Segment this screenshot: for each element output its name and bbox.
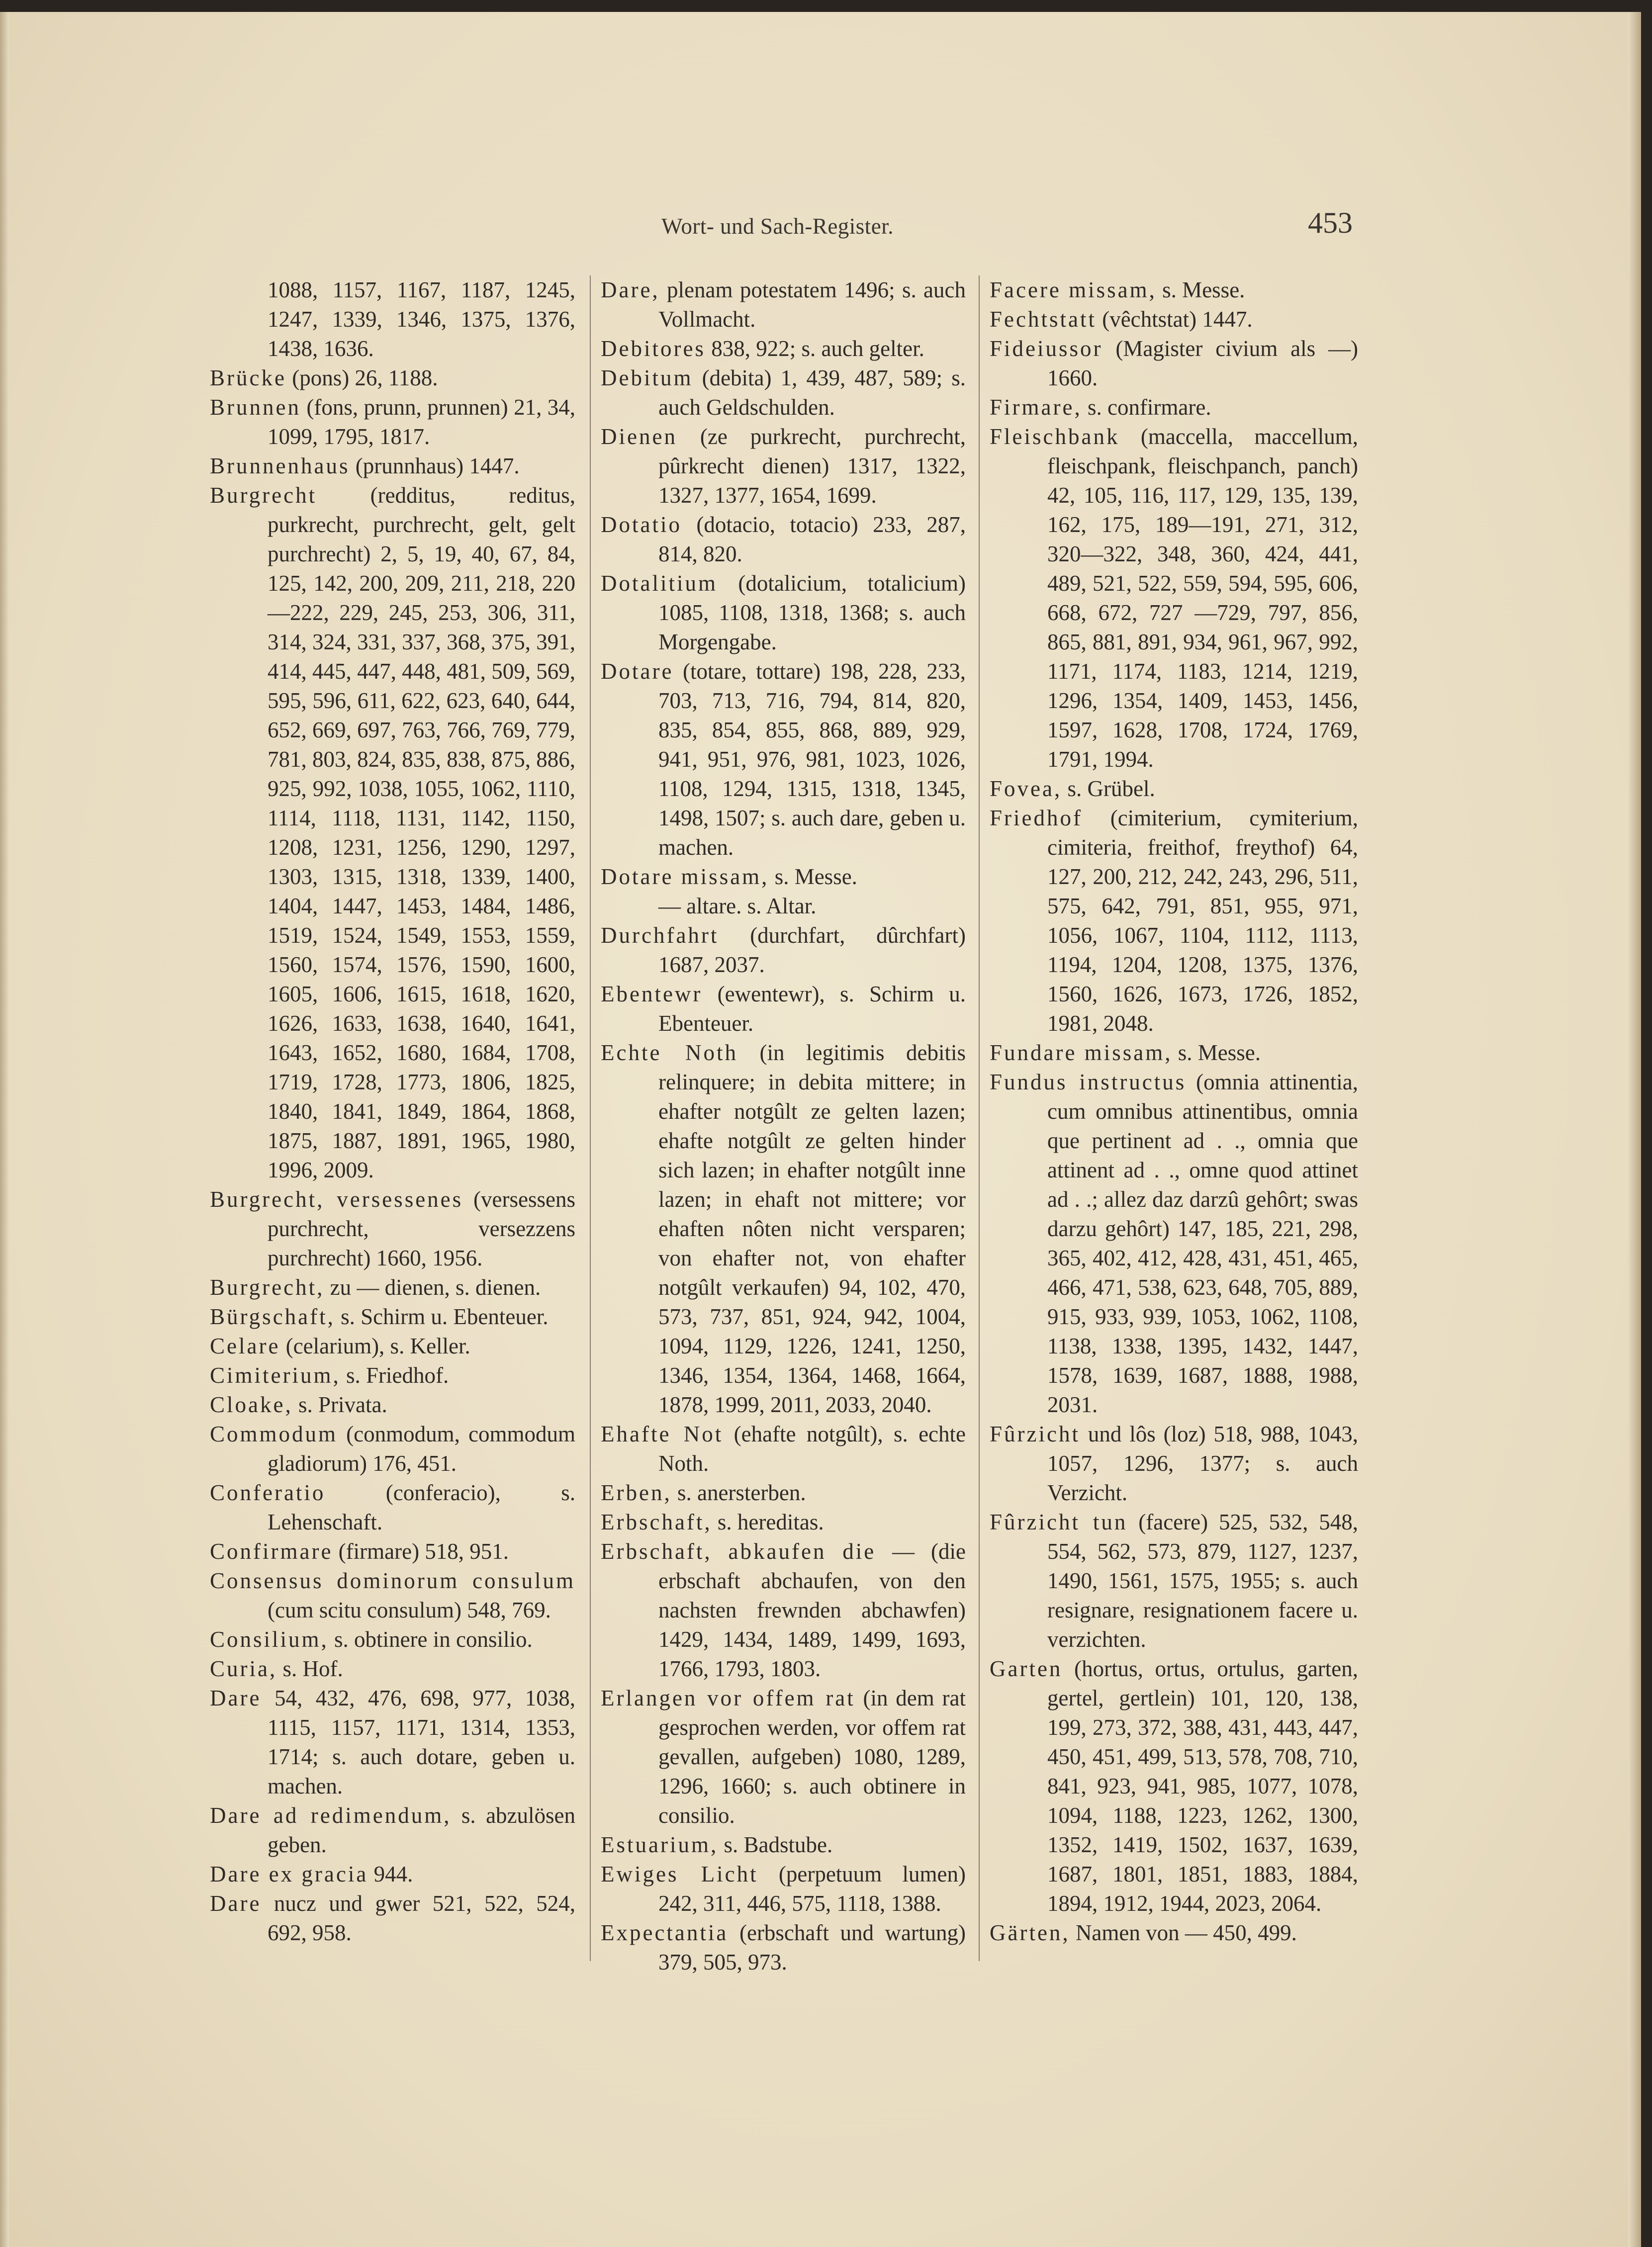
entry-references: (ehafte notgûlt), s. echte Noth. bbox=[658, 1422, 966, 1476]
entry-headword: Consensus dominorum consulum bbox=[210, 1568, 575, 1593]
entry-headword: Fovea, bbox=[990, 776, 1062, 801]
entry-headword: Fundus instructus bbox=[990, 1070, 1187, 1094]
entry-headword: Cimiterium, bbox=[210, 1363, 341, 1388]
index-entry bbox=[601, 1420, 966, 1478]
entry-headword: Erben, bbox=[601, 1480, 672, 1505]
index-entry bbox=[601, 334, 966, 363]
entry-references: (debita) 1, 439, 487, 589; s. auch Geldschulden. bbox=[658, 365, 966, 420]
index-entry bbox=[210, 1478, 575, 1537]
entry-references: s. obtinere in consilio. bbox=[328, 1627, 533, 1652]
entry-headword: Dare bbox=[210, 1891, 262, 1916]
entry-references: (in dem rat gesprochen werden, vor offem rat gevallen, aufgeben) 1080, 1289, 1296, 1660; s. auch obtinere in consilio. bbox=[658, 1686, 966, 1828]
entry-headword: Erlangen vor offem rat bbox=[601, 1686, 855, 1710]
index-entry bbox=[210, 1332, 575, 1361]
index-entry bbox=[601, 1830, 966, 1860]
entry-headword: Fûrzicht tun bbox=[990, 1510, 1128, 1534]
entry-headword: Dare, bbox=[601, 277, 660, 302]
entry-references: s. Friedhof. bbox=[340, 1363, 449, 1388]
entry-headword: Fûrzicht bbox=[990, 1422, 1080, 1446]
book-page bbox=[0, 12, 1641, 2247]
entry-headword: Fundare missam, bbox=[990, 1040, 1173, 1065]
entry-headword: Commodum bbox=[210, 1422, 338, 1446]
index-entry bbox=[990, 1420, 1358, 1508]
entry-references: (cum scitu consulum) 548, 769. bbox=[268, 1598, 551, 1622]
index-entry bbox=[601, 275, 966, 334]
index-entry bbox=[210, 1273, 575, 1302]
index-entry bbox=[210, 1420, 575, 1478]
index-entry bbox=[990, 275, 1358, 305]
entry-references: — altare. s. Altar. bbox=[658, 894, 817, 918]
entry-references: zu — dienen, s. dienen. bbox=[324, 1275, 541, 1300]
index-entry bbox=[990, 1654, 1358, 1918]
entry-references: 838, 922; s. auch gelter. bbox=[705, 336, 924, 361]
entry-headword: Dienen bbox=[601, 424, 677, 449]
index-entry bbox=[210, 363, 575, 393]
entry-headword: Ewiges Licht bbox=[601, 1862, 758, 1887]
entry-headword: Burgrecht, versessenes bbox=[210, 1187, 463, 1212]
entry-references: (versessens purchrecht, versezzens purchrecht) 1660, 1956. bbox=[268, 1187, 575, 1270]
entry-references: nucz und gwer 521, 522, 524, 692, 958. bbox=[261, 1891, 575, 1945]
entry-headword: Burgrecht, bbox=[210, 1275, 325, 1300]
entry-references: (pons) 26, 1188. bbox=[286, 365, 438, 390]
index-entry bbox=[990, 1038, 1358, 1068]
entry-headword: Celare bbox=[210, 1334, 280, 1358]
entry-headword: Dare ad redimendum, bbox=[210, 1803, 452, 1828]
entry-references: (celarium), s. Keller. bbox=[280, 1334, 470, 1358]
index-entry bbox=[601, 980, 966, 1038]
entry-references: (prunnhaus) 1447. bbox=[350, 453, 520, 478]
index-entry bbox=[601, 1038, 966, 1420]
index-entry bbox=[210, 1684, 575, 1801]
entry-references: (vêchtstat) 1447. bbox=[1096, 307, 1253, 332]
index-entry bbox=[601, 1860, 966, 1918]
entry-headword: Brücke bbox=[210, 365, 286, 390]
index-entry bbox=[601, 657, 966, 862]
entry-references: (durchfart, dûrchfart) 1687, 2037. bbox=[658, 923, 966, 977]
entry-references: 54, 432, 476, 698, 977, 1038, 1115, 1157, 1171, 1314, 1353, 1714; s. auch dotare, geben u. machen. bbox=[261, 1686, 575, 1798]
entry-references: plenam potestatem 1496; s. auch Vollmacht. bbox=[658, 277, 966, 332]
entry-references: (die erbschaft abchaufen, von den nachsten frewnden abchawfen) 1429, 1434, 1489, 1499, 1693, 1766, 1793, 1803. bbox=[658, 1539, 966, 1681]
entry-references: (fons, prunn, prunnen) 21, 34, 1099, 1795, 1817. bbox=[268, 395, 575, 449]
index-entry bbox=[601, 1537, 966, 1684]
entry-headword: Bürgschaft, bbox=[210, 1304, 335, 1329]
entry-headword: Fechtstatt bbox=[990, 307, 1097, 332]
entry-references: 944. bbox=[368, 1862, 413, 1887]
index-column-3 bbox=[990, 275, 1358, 1948]
index-entry bbox=[601, 1918, 966, 1977]
index-entry bbox=[210, 1625, 575, 1654]
entry-references: s. Messe. bbox=[1172, 1040, 1261, 1065]
entry-headword: Erbschaft, abkaufen die — bbox=[601, 1539, 917, 1564]
entry-references: s. Messe. bbox=[769, 864, 857, 889]
entry-references: (conferacio), s. Lehenschaft. bbox=[268, 1480, 575, 1534]
page-number: 453 bbox=[1308, 206, 1353, 239]
index-entry bbox=[601, 862, 966, 892]
entry-headword: Brunnenhaus bbox=[210, 453, 350, 478]
entry-references: (redditus, reditus, purkrecht, purchrecht, gelt, gelt purchrecht) 2, 5, 19, 40, 67, 84, 125, 142, 200, 209, 211, 218, 220—222, 229, 245, 253, 306, 311, 314, 324, 331, 337, 368, 375, 391, 414, 445, 447, 448, 481, 509, 569, 595, 596, 611, 622, 623, 640, 644, 652, 669, 697, 763, 766, 769, 779, 781, 803, 824, 835, 838, 875, 886, 925, 992, 1038, 1055, 1062, 1110, 1114, 1118, 1131, 1142, 1150, 1208, 1231, 1256, 1290, 1297, 1303, 1315, 1318, 1339, 1400, 1404, 1447, 1453, 1484, 1486, 1519, 1524, 1549, 1553, 1559, 1560, 1574, 1576, 1590, 1600, 1605, 1606, 1615, 1618, 1620, 1626, 1633, 1638, 1640, 1641, 1643, 1652, 1680, 1684, 1708, 1719, 1728, 1773, 1806, 1825, 1840, 1841, 1849, 1864, 1868, 1875, 1887, 1891, 1965, 1980, 1996, 2009. bbox=[268, 483, 575, 1182]
index-entry bbox=[990, 422, 1358, 774]
entry-headword: Curia, bbox=[210, 1656, 277, 1681]
index-entry bbox=[990, 334, 1358, 393]
index-entry bbox=[210, 1566, 575, 1625]
entry-references: (dotalicium, totalicium) 1085, 1108, 1318, 1368; s. auch Morgengabe. bbox=[658, 571, 966, 654]
index-column-2 bbox=[601, 275, 966, 1977]
column-divider bbox=[590, 275, 591, 1961]
index-entry bbox=[990, 1508, 1358, 1654]
index-entry bbox=[210, 1860, 575, 1889]
entry-references: s. Hof. bbox=[277, 1656, 343, 1681]
index-entry bbox=[210, 275, 575, 363]
entry-references: s. abzulösen geben. bbox=[268, 1803, 576, 1857]
entry-references: (omnia attinentia, cum omnibus attinentibus, omnia que pertinent ad . ., omnia que attinent ad . ., omne quod attinet ad . .; allez daz darzû gehôrt; swas darzu gehôrt) 147, 185, 221, 298, 365, 402, 412, 428, 431, 451, 465, 466, 471, 538, 623, 648, 705, 889, 915, 933, 939, 1053, 1062, 1108, 1138, 1338, 1395, 1432, 1447, 1578, 1639, 1687, 1888, 1988, 2031. bbox=[1047, 1070, 1358, 1417]
entry-references: (erbschaft und wartung) 379, 505, 973. bbox=[658, 1920, 966, 1975]
index-entry bbox=[990, 305, 1358, 334]
index-entry bbox=[210, 451, 575, 481]
entry-headword: Conferatio bbox=[210, 1480, 326, 1505]
entry-headword: Brunnen bbox=[210, 395, 301, 420]
column-divider bbox=[979, 275, 980, 1961]
index-entry bbox=[210, 1361, 575, 1390]
entry-headword: Consilium, bbox=[210, 1627, 329, 1652]
entry-references: (dotacio, totacio) 233, 287, 814, 820. bbox=[658, 512, 966, 566]
entry-headword: Expectantia bbox=[601, 1920, 729, 1945]
entry-references: (maccella, maccellum, fleischpank, fleischpanch, panch) 42, 105, 116, 117, 129, 135, 139, 162, 175, 189—191, 271, 312, 320—322, 348, 360, 424, 441, 489, 521, 522, 559, 594, 595, 606, 668, 672, 727 —729, 797, 856, 865, 881, 891, 934, 961, 967, 992, 1171, 1174, 1183, 1214, 1219, 1296, 1354, 1409, 1453, 1456, 1597, 1628, 1708, 1724, 1769, 1791, 1994. bbox=[1047, 424, 1358, 772]
index-entry bbox=[990, 804, 1358, 1038]
index-entry bbox=[210, 1801, 575, 1860]
index-entry bbox=[601, 422, 966, 510]
entry-references: s. Messe. bbox=[1156, 277, 1245, 302]
index-entry bbox=[210, 1390, 575, 1420]
entry-headword: Dare ex gracia bbox=[210, 1862, 368, 1887]
entry-headword: Firmare, bbox=[990, 395, 1082, 420]
index-entry bbox=[210, 1537, 575, 1566]
entry-headword: Dotalitium bbox=[601, 571, 718, 596]
entry-headword: Gärten, bbox=[990, 1920, 1070, 1945]
index-entry bbox=[990, 774, 1358, 804]
index-entry bbox=[210, 481, 575, 1185]
entry-references: s. confirmare. bbox=[1082, 395, 1211, 420]
index-entry bbox=[990, 1918, 1358, 1948]
entry-references: (ze purkrecht, purchrecht, pûrkrecht dienen) 1317, 1322, 1327, 1377, 1654, 1699. bbox=[658, 424, 966, 508]
entry-headword: Durchfahrt bbox=[601, 923, 719, 948]
index-entry bbox=[601, 363, 966, 422]
entry-headword: Confirmare bbox=[210, 1539, 333, 1564]
entry-references: (conmodum, commodum gladiorum) 176, 451. bbox=[268, 1422, 575, 1476]
entry-headword: Facere missam, bbox=[990, 277, 1157, 302]
index-entry bbox=[601, 1508, 966, 1537]
running-header: Wort- und Sach-Register. bbox=[661, 214, 894, 239]
entry-references: (ewentewr), s. Schirm u. Ebenteuer. bbox=[658, 982, 966, 1036]
entry-headword: Estuarium, bbox=[601, 1832, 719, 1857]
index-column-1 bbox=[210, 275, 575, 1948]
index-entry bbox=[210, 1185, 575, 1273]
entry-references: s. Privata. bbox=[292, 1392, 387, 1417]
page-gutter bbox=[0, 12, 9, 2247]
index-entry bbox=[601, 1478, 966, 1508]
entry-references: (facere) 525, 532, 548, 554, 562, 573, 879, 1127, 1237, 1490, 1561, 1575, 1955; s. auch resignare, resignationem facere u. verzichten. bbox=[1047, 1510, 1358, 1652]
entry-headword: Ebentewr bbox=[601, 982, 703, 1006]
entry-headword: Dare bbox=[210, 1686, 262, 1710]
entry-references: (firmare) 518, 951. bbox=[333, 1539, 509, 1564]
index-entry bbox=[601, 510, 966, 569]
index-entry bbox=[601, 1684, 966, 1830]
entry-references: (Magister civium als —) 1660. bbox=[1047, 336, 1358, 390]
entry-references: (cimiterium, cymiterium, cimiteria, freithof, freythof) 64, 127, 200, 212, 242, 243, 296, 511, 575, 642, 791, 851, 955, 971, 1056, 1067, 1104, 1112, 1113, 1194, 1204, 1208, 1375, 1376, 1560, 1626, 1673, 1726, 1852, 1981, 2048. bbox=[1047, 806, 1358, 1036]
entry-references: 1088, 1157, 1167, 1187, 1245, 1247, 1339, 1346, 1375, 1376, 1438, 1636. bbox=[268, 277, 575, 361]
index-entry bbox=[210, 393, 575, 451]
entry-headword: Debitum bbox=[601, 365, 693, 390]
index-entry bbox=[601, 921, 966, 980]
entry-headword: Echte Noth bbox=[601, 1040, 738, 1065]
entry-references: s. hereditas. bbox=[712, 1510, 824, 1534]
entry-headword: Garten bbox=[990, 1656, 1063, 1681]
entry-headword: Dotare bbox=[601, 659, 674, 684]
entry-references: und lôs (loz) 518, 988, 1043, 1057, 1296, 1377; s. auch Verzicht. bbox=[1047, 1422, 1358, 1505]
entry-headword: Fleischbank bbox=[990, 424, 1120, 449]
index-entry bbox=[990, 1068, 1358, 1420]
entry-references: Namen von — 450, 499. bbox=[1070, 1920, 1297, 1945]
entry-headword: Burgrecht bbox=[210, 483, 317, 508]
index-entry bbox=[210, 1302, 575, 1332]
entry-references: (totare, tottare) 198, 228, 233, 703, 713, 716, 794, 814, 820, 835, 854, 855, 868, 889, 929, 941, 951, 976, 981, 1023, 1026, 1108, 1294, 1315, 1318, 1345, 1498, 1507; s. auch dare, geben u. machen. bbox=[658, 659, 966, 860]
entry-headword: Debitores bbox=[601, 336, 706, 361]
entry-references: (in legitimis debitis relinquere; in debita mittere; in ehafter notgûlt ze gelten lazen; ehafte notgûlt ze gelten hinder sich lazen; in ehafter notgûlt inne lazen; in ehaft not mittere; vor ehaften nôten nicht versparen; von ehafter not, von ehafter notgûlt verkaufen) 94, 102, 470, 573, 737, 851, 924, 942, 1004, 1094, 1129, 1226, 1241, 1250, 1346, 1354, 1364, 1468, 1664, 1878, 1999, 2011, 2033, 2040. bbox=[658, 1040, 966, 1417]
entry-headword: Fideiussor bbox=[990, 336, 1103, 361]
entry-headword: Dotatio bbox=[601, 512, 682, 537]
entry-headword: Erbschaft, bbox=[601, 1510, 712, 1534]
entry-headword: Dotare missam, bbox=[601, 864, 769, 889]
entry-references: s. Badstube. bbox=[718, 1832, 833, 1857]
entry-references: s. Grübel. bbox=[1062, 776, 1155, 801]
index-entry bbox=[990, 393, 1358, 422]
entry-headword: Friedhof bbox=[990, 806, 1083, 830]
index-entry bbox=[601, 892, 966, 921]
page-edge bbox=[1628, 12, 1641, 2247]
entry-references: (hortus, ortus, ortulus, garten, gertel, gertlein) 101, 120, 138, 199, 273, 372, 388, 431, 443, 447, 450, 451, 499, 513, 578, 708, 710, 841, 923, 941, 985, 1077, 1078, 1094, 1188, 1223, 1262, 1300, 1352, 1419, 1502, 1637, 1639, 1687, 1801, 1851, 1883, 1884, 1894, 1912, 1944, 2023, 2064. bbox=[1047, 1656, 1358, 1916]
entry-references: s. anersterben. bbox=[671, 1480, 806, 1505]
index-entry bbox=[210, 1889, 575, 1948]
entry-headword: Ehafte Not bbox=[601, 1422, 724, 1446]
index-entry bbox=[601, 569, 966, 657]
entry-references: (perpetuum lumen) 242, 311, 446, 575, 1118, 1388. bbox=[658, 1862, 966, 1916]
index-entry bbox=[210, 1654, 575, 1684]
entry-references: s. Schirm u. Ebenteuer. bbox=[335, 1304, 549, 1329]
entry-headword: Cloake, bbox=[210, 1392, 293, 1417]
